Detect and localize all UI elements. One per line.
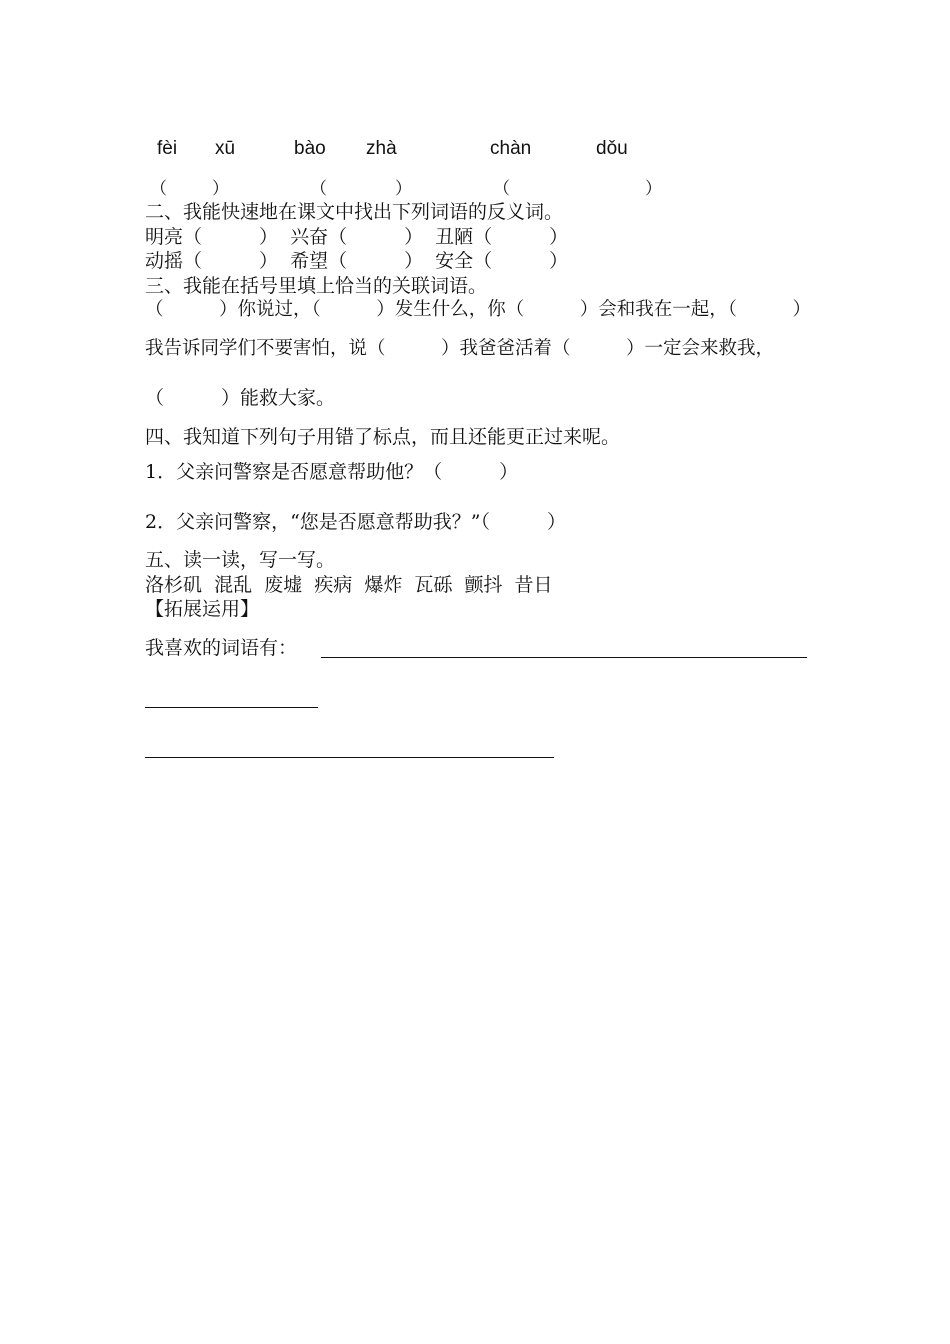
pinyin-xu: xū — [215, 138, 236, 159]
paren-open-3: （ — [493, 179, 510, 199]
answer-blank-line-3[interactable] — [145, 757, 554, 758]
section4-item2: 2．父亲问警察，“您是否愿意帮助我？”（ ） — [145, 511, 567, 533]
pinyin-zha: zhà — [366, 138, 397, 159]
answer-blank-line-1[interactable] — [321, 657, 807, 658]
section4-item1: 1．父亲问警察是否愿意帮助他？（ ） — [145, 461, 519, 483]
answer-blank-line-2[interactable] — [145, 707, 318, 708]
extension-title: 【拓展运用】 — [145, 598, 260, 620]
paren-close-1: ） — [212, 179, 229, 199]
extension-prompt: 我喜欢的词语有： — [145, 637, 298, 659]
section3-line1: （ ）你说过，（ ）发生什么，你（ ）会和我在一起，（ ） — [145, 299, 812, 320]
section2-row1: 明亮（ ） 兴奋（ ） 丑陋（ ） — [145, 226, 569, 248]
section3-line2: 我告诉同学们不要害怕，说（ ）我爸爸活着（ ）一定会来救我， — [145, 338, 775, 359]
section5-title: 五、读一读，写一写。 — [145, 549, 336, 571]
paren-open-2: （ — [310, 179, 327, 199]
section2-row2: 动摇（ ） 希望（ ） 安全（ ） — [145, 250, 569, 272]
pinyin-fei: fèi — [157, 138, 178, 159]
pinyin-bao: bào — [294, 138, 326, 159]
paren-close-2: ） — [395, 179, 412, 199]
pinyin-chan: chàn — [490, 138, 532, 159]
section3-title: 三、我能在括号里填上恰当的关联词语。 — [145, 275, 488, 297]
section3-line3: （ ）能救大家。 — [145, 387, 336, 409]
section4-title: 四、我知道下列句子用错了标点，而且还能更正过来呢。 — [145, 426, 621, 448]
section5-words: 洛杉矶 混乱 废墟 疾病 爆炸 瓦砾 颤抖 昔日 — [145, 574, 553, 596]
paren-open-1: （ — [150, 179, 167, 199]
pinyin-dou: dǒu — [596, 138, 628, 159]
paren-close-3: ） — [645, 179, 662, 199]
section2-title: 二、我能快速地在课文中找出下列词语的反义词。 — [145, 201, 564, 223]
